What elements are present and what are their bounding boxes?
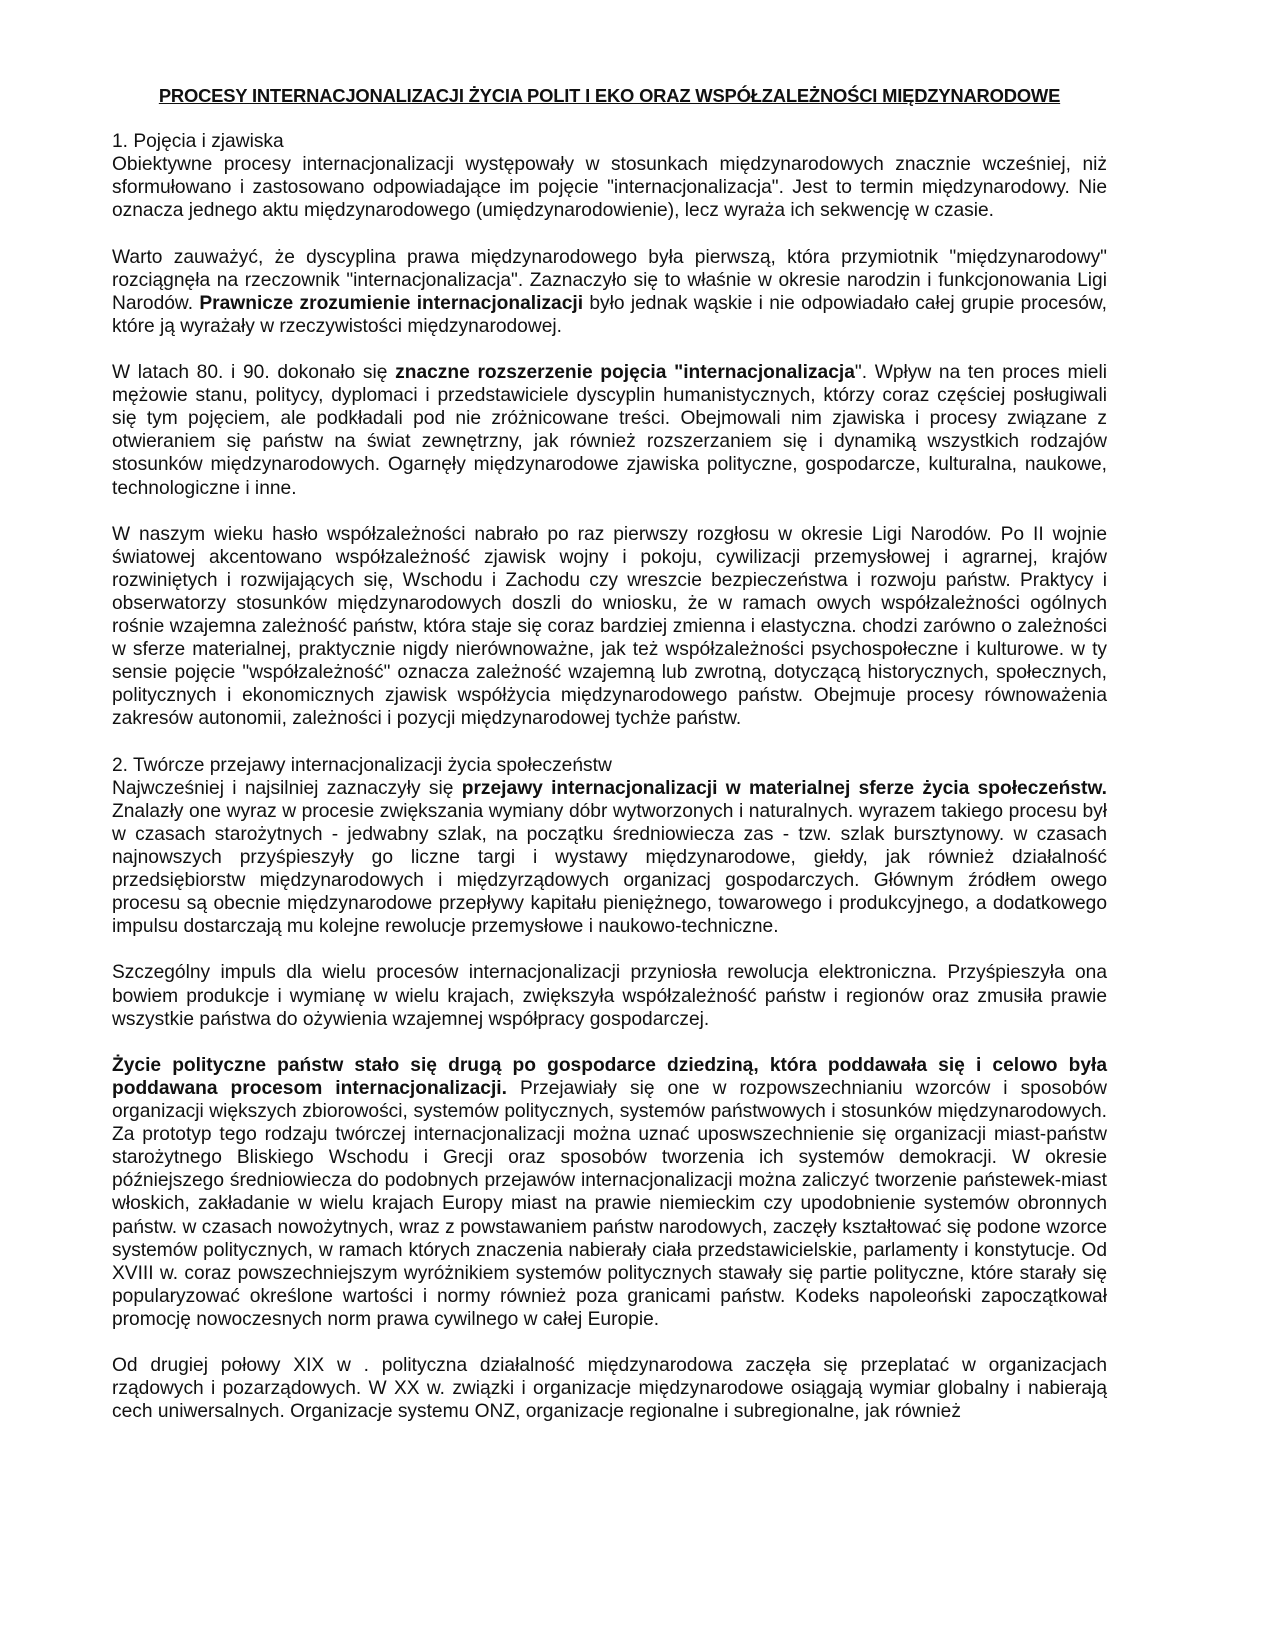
paragraph [112, 1354, 1107, 1423]
document-page [112, 84, 1107, 1446]
paragraph-text: ". Wpływ na ten proces mieli mężowie stanu, politycy, dyplomaci i przedstawiciele dyscyplin humanistycznych, którzy coraz częściej posługiwali się tym pojęciem, ale podkładali pod nie zróżnicowane treści. Obejmowali nim zjawiska i procesy związane z otwieraniem się państw na świat zewnętrzny, jak również rozszerzaniem się i dynamiką wszystkich rodzajów stosunków międzynarodowych. Ogarnęły międzynarodowe zjawiska polityczne, gospodarcze, kulturalna, naukowe, technologiczne i inne. [112, 362, 1107, 499]
paragraph-text: Najwcześniej i najsilniej zaznaczyły się [112, 777, 462, 799]
paragraph-text: W naszym wieku hasło współzależności nabrało po raz pierwszy rozgłosu w okresie Ligi Narodów. Po II wojnie światowej akcentowano współzależność zjawisk wojny i pokoju, cywilizacji przemysłowej i agrarnej, krajów rozwiniętych i rozwijających się, Wschodu i Zachodu czy wreszcie bezpieczeństwa i rozwoju państw. Praktycy i obserwatorzy stosunków międzynarodowych doszli do wniosku, że w ramach owych współzależności ogólnych rośnie wzajemna zależność państw, która staje się coraz bardziej zmienna i elastyczna. chodzi zarówno o zależności w sferze materialnej, praktycznie nigdy nierównoważne, jak też współzależności psychospołeczne i kulturowe. w ty sensie pojęcie "współzależność" oznacza zależność wzajemną lub zwrotną, dotyczącą historycznych, społecznych, politycznych i ekonomicznych zjawisk współżycia międzynarodowego państw. Obejmuje procesy równoważenia zakresów autonomii, zależności i pozycji międzynarodowej tychże państw. [112, 523, 1107, 730]
paragraph-text: Przejawiały się one w rozpowszechnianiu wzorców i sposobów organizacji większych zbiorowości, systemów politycznych, systemów państwowych i stosunków międzynarodowych. Za prototyp tego rodzaju twórczej internacjonalizacji można uznać uposwszechnienie się organizacji miast-państw starożytnego Bliskiego Wschodu i Grecji oraz sposobów tworzenia ich systemów demokracji. W okresie późniejszego średniowiecza do podobnych przejawów internacjonalizacji można zaliczyć tworzenie państewek-miast włoskich, zakładanie w wielu krajach Europy miast na prawie niemieckim czy upodobnienie systemów obronnych państw. w czasach nowożytnych, wraz z powstawaniem państw narodowych, zaczęły kształtować się podone wzorce systemów politycznych, w ramach których znaczenia nabierały ciała przedstawicielskie, parlamenty i konstytucje. Od XVIII w. coraz powszechniejszym wyróżnikiem systemów politycznych stawały się partie polityczne, które starały się popularyzować określone wartości i normy również poza granicami państw. Kodeks napoleoński zapoczątkował promocję nowoczesnych norm prawa cywilnego w całej Europie. [112, 1077, 1107, 1330]
bold-phrase: Prawnicze zrozumienie internacjonalizacji [199, 292, 584, 314]
document-title: PROCESY INTERNACJONALIZACJI ŻYCIA POLIT I EKO ORAZ WSPÓŁZALEŻNOŚCI MIĘDZYNARODOWE [158, 85, 1061, 106]
section-heading: 1. Pojęcia i zjawiska [112, 131, 284, 153]
paragraph-text: Warto zauważyć, że dyscyplina prawa międzynarodowego była pierwszą, która przymiotnik "międzynarodowy" rozciągnęła na rzeczownik "internacjonalizacja". Zaznaczyło się to właśnie w okresie narodzin i funkcjonowania Ligi Narodów. [112, 246, 1107, 314]
section-1 [112, 130, 1107, 730]
paragraph [112, 153, 1107, 222]
paragraph-text: Znalazły one wyraz w procesie zwiększania wymiany dóbr wytworzonych i naturalnych. wyrazem takiego procesu był w czasach starożytnych - jedwabny szlak, na początku średniowiecza zas - tzw. szlak bursztynowy. w czasach najnowszych przyśpieszyły go liczne targi i wystawy międzynarodowe, giełdy, jak również działalność przedsiębiorstw międzynarodowych i międzyrządowych organizacj gospodarczych. Głównym źródłem owego procesu są obecnie międzynarodowe przepływy kapitału pieniężnego, towarowego i produkcyjnego, a dodatkowego impulsu dostarczają mu kolejne rewolucje przemysłowe i naukowo-techniczne. [112, 800, 1107, 938]
paragraph-text: było jednak wąskie i nie odpowiadało całej grupie procesów, które ją wyrażały w rzeczywistości międzynarodowej. [112, 292, 1107, 337]
paragraph [112, 1054, 1107, 1331]
paragraph-text: Od drugiej połowy XIX w . polityczna działalność międzynarodowa zaczęła się przeplatać w organizacjach rządowych i pozarządowych. W XX w. związki i organizacje międzynarodowe osiągają wymiar globalny i nabierają cech uniwersalnych. Organizacje systemu ONZ, organizacje regionalne i subregionalne, jak również [112, 1355, 1107, 1423]
paragraph-text: W latach 80. i 90. dokonało się [112, 362, 396, 384]
bold-phrase: Życie polityczne państw stało się drugą po gospodarce dziedziną, która poddawała się i celowo była poddawana procesom internacjonalizacji. [112, 1054, 1107, 1099]
paragraph [112, 961, 1107, 1030]
section-heading: 2. Twórcze przejawy internacjonalizacji życia społeczeństw [112, 754, 612, 776]
bold-phrase: znaczne rozszerzenie pojęcia "internacjonalizacja [395, 362, 855, 384]
paragraph [112, 246, 1107, 338]
paragraph [112, 777, 1107, 939]
bold-phrase: przejawy internacjonalizacji w materialnej sferze życia społeczeństw. [461, 777, 1107, 799]
paragraph [112, 361, 1107, 500]
section-2 [112, 754, 1107, 1424]
paragraph-text: Szczególny impuls dla wielu procesów internacjonalizacji przyniosła rewolucja elektroniczna. Przyśpieszyła ona bowiem produkcje i wymianę w wielu krajach, zwiększyła współzależność państw i regionów oraz zmusiła prawie wszystkie państwa do ożywienia wzajemnej współpracy gospodarczej. [112, 962, 1107, 1030]
paragraph [112, 523, 1107, 731]
paragraph-text: Obiektywne procesy internacjonalizacji występowały w stosunkach międzynarodowych znacznie wcześniej, niż sformułowano i zastosowano odpowiadające im pojęcie "internacjonalizacja". Jest to termin międzynarodowy. Nie oznacza jednego aktu międzynarodowego (umiędzynarodowienie), lecz wyraża ich sekwencję w czasie. [112, 154, 1107, 222]
